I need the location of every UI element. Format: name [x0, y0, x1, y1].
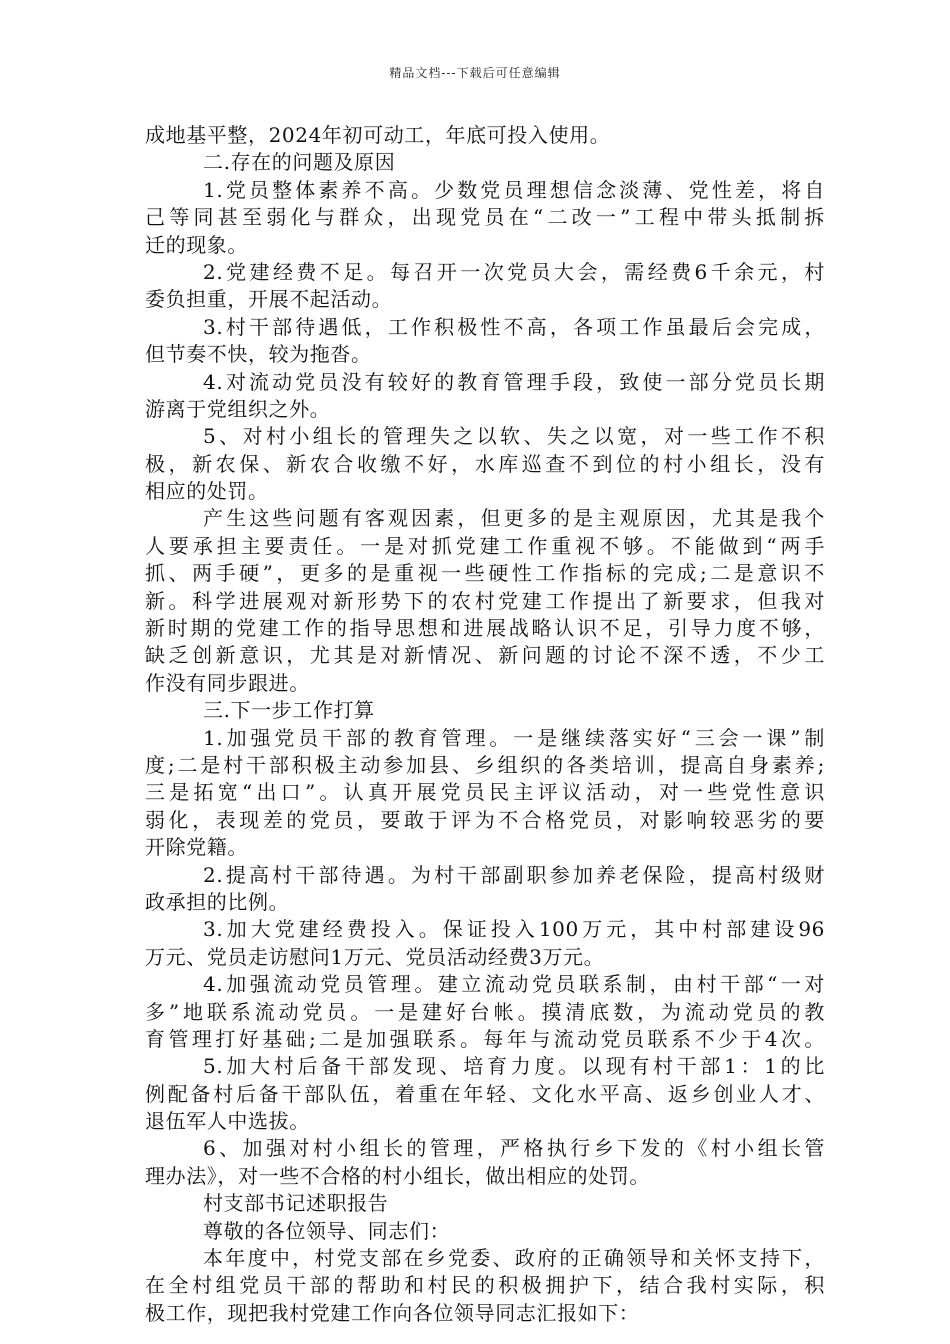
text-line: 但节奏不快，较为拖沓。 — [145, 342, 372, 367]
text-line: 开除党籍。 — [145, 835, 248, 860]
text-line: 缺乏创新意识，尤其是对新情况、新问题的讨论不深不透，不少工 — [145, 643, 825, 668]
text-line: 己等同甚至弱化与群众，出现党员在“二改一”工程中带头抵制拆 — [145, 205, 825, 230]
text-line: 理办法》，对一些不合格的村小组长，做出相应的处罚。 — [145, 1163, 650, 1188]
text-line: 2.提高村干部待遇。为村干部副职参加养老保险，提高村级财 — [203, 862, 825, 887]
text-line: 三是拓宽“出口”。认真开展党员民主评议活动，对一些党性意识 — [145, 780, 825, 805]
text-line: 抓、两手硬”，更多的是重视一些硬性工作指标的完成;二是意识不 — [145, 561, 825, 586]
text-line: 政承担的比例。 — [145, 889, 290, 914]
text-line: 5、对村小组长的管理失之以软、失之以宽，对一些工作不积 — [203, 424, 825, 449]
text-line: 在全村组党员干部的帮助和村民的积极拥护下，结合我村实际，积 — [145, 1273, 825, 1298]
text-line: 育管理打好基础;二是加强联系。每年与流动党员联系不少于4次。 — [145, 1026, 825, 1051]
document-body — [145, 122, 825, 1327]
text-line: 迁的现象。 — [145, 232, 248, 257]
text-line: 弱化，表现差的党员，要敢于评为不合格党员，对影响较恶劣的要 — [145, 807, 825, 832]
text-line: 2.党建经费不足。每召开一次党员大会，需经费6千余元，村 — [203, 259, 825, 284]
text-line: 三.下一步工作打算 — [203, 698, 375, 723]
text-line: 例配备村后备干部队伍，着重在年轻、文化水平高、返乡创业人才、 — [145, 1081, 825, 1106]
text-line: 新。科学进展观对新形势下的农村党建工作提出了新要求，但我对 — [145, 588, 825, 613]
text-line: 尊敬的各位领导、同志们： — [203, 1218, 451, 1243]
text-line: 新时期的党建工作的指导思想和进展战略认识不足，引导力度不够， — [145, 616, 825, 641]
text-line: 万元、党员走访慰问1万元、党员活动经费3万元。 — [145, 944, 605, 969]
text-line: 本年度中，村党支部在乡党委、政府的正确领导和关怀支持下， — [203, 1246, 825, 1271]
text-line: 极，新农保、新农合收缴不好，水库巡查不到位的村小组长，没有 — [145, 451, 825, 476]
text-line: 4.加强流动党员管理。建立流动党员联系制，由村干部“一对 — [203, 972, 825, 997]
text-line: 1.党员整体素养不高。少数党员理想信念淡薄、党性差，将自 — [203, 177, 825, 202]
text-line: 相应的处罚。 — [145, 479, 269, 504]
text-line: 二.存在的问题及原因 — [203, 150, 396, 175]
text-line: 退伍军人中选拔。 — [145, 1109, 310, 1134]
text-line: 度;二是村干部积极主动参加县、乡组织的各类培训，提高自身素养; — [145, 752, 825, 777]
text-line: 4.对流动党员没有较好的教育管理手段，致使一部分党员长期 — [203, 369, 825, 394]
text-line: 极工作，现把我村党建工作向各位领导同志汇报如下： — [145, 1300, 640, 1325]
text-line: 产生这些问题有客观因素，但更多的是主观原因，尤其是我个 — [203, 506, 825, 531]
text-line: 委负担重，开展不起活动。 — [145, 287, 393, 312]
text-line: 3.村干部待遇低，工作积极性不高，各项工作虽最后会完成， — [203, 314, 825, 339]
text-line: 1.加强党员干部的教育管理。一是继续落实好“三会一课”制 — [203, 725, 825, 750]
text-line: 多”地联系流动党员。一是建好台帐。摸清底数，为流动党员的教 — [145, 999, 825, 1024]
text-line: 5.加大村后备干部发现、培育力度。以现有村干部1：1的比 — [203, 1054, 825, 1079]
text-line: 作没有同步跟进。 — [145, 670, 310, 695]
page-header: 精品文档---下载后可任意编辑 — [389, 66, 561, 80]
text-line: 成地基平整，2024年初可动工，年底可投入使用。 — [145, 123, 611, 147]
text-line: 人要承担主要责任。一是对抓党建工作重视不够。不能做到“两手 — [145, 533, 825, 558]
text-line: 村支部书记述职报告 — [203, 1191, 389, 1216]
text-line: 6、加强对村小组长的管理，严格执行乡下发的《村小组长管 — [203, 1136, 825, 1161]
text-line: 游离于党组织之外。 — [145, 396, 331, 421]
text-line: 3.加大党建经费投入。保证投入100万元，其中村部建设96 — [203, 917, 825, 942]
